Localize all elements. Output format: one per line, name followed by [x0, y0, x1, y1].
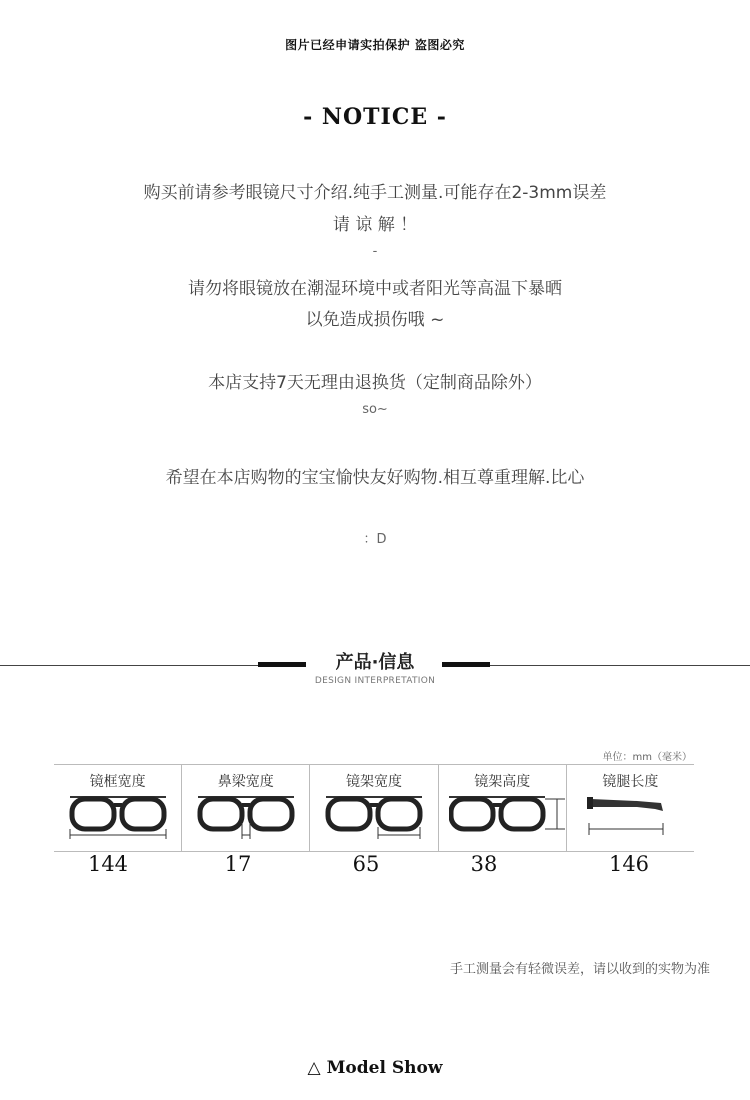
spec-frame-width — [54, 765, 182, 851]
notice-line: 请勿将眼镜放在潮湿环境中或者阳光等高温下暴晒 — [188, 279, 562, 299]
notice-line: 购买前请参考眼镜尺寸介绍.纯手工测量.可能存在2-3mm误差 — [143, 183, 607, 203]
measurement-note: 手工测量会有轻微误差，请以收到的实物为准 — [449, 962, 710, 977]
notice-title: - NOTICE - — [303, 104, 447, 130]
spec-value: 38 — [470, 852, 498, 876]
spec-temple-length — [567, 765, 694, 851]
spec-label: 鼻梁宽度 — [217, 774, 274, 790]
notice-line: - — [372, 244, 378, 259]
spec-table — [54, 764, 694, 852]
spec-label: 镜框宽度 — [89, 774, 146, 790]
section-subtitle: DESIGN INTERPRETATION — [314, 676, 436, 686]
unit-label: 单位：mm（毫米） — [602, 752, 692, 763]
spec-label: 镜腿长度 — [602, 774, 659, 790]
notice-line: 请 谅 解 ！ — [332, 215, 418, 235]
copyright-notice: 图片已经申请实拍保护 盗图必究 — [285, 38, 465, 52]
spec-value: 17 — [224, 852, 252, 876]
spec-value: 146 — [608, 852, 650, 876]
spec-bridge-width — [182, 765, 310, 851]
lens-width-glasses-icon — [320, 793, 428, 841]
divider-right — [450, 665, 750, 666]
spec-value: 65 — [352, 852, 380, 876]
lens-height-glasses-icon — [449, 793, 565, 841]
frame-width-glasses-icon — [64, 793, 172, 841]
bridge-width-glasses-icon — [192, 793, 300, 841]
spec-lens-height — [439, 765, 567, 851]
temple-length-icon — [577, 793, 677, 841]
spec-lens-width — [310, 765, 438, 851]
divider-left — [0, 665, 300, 666]
model-show-heading — [0, 1058, 750, 1078]
spec-value: 144 — [87, 852, 129, 876]
notice-line: 本店支持7天无理由退换货（定制商品除外） — [208, 373, 542, 393]
model-show-label: Model Show — [326, 1058, 443, 1078]
spec-label: 镜架高度 — [474, 774, 531, 790]
spec-label: 镜架宽度 — [346, 774, 402, 790]
section-title: 产品·信息 — [335, 652, 415, 673]
notice-line: ：D — [363, 532, 387, 547]
notice-line: 以免造成损伤哦 ~ — [305, 310, 445, 330]
triangle-outline-icon: △ — [307, 1058, 321, 1078]
divider-accent-left — [258, 662, 306, 667]
notice-line: so~ — [362, 402, 388, 417]
notice-line: 希望在本店购物的宝宝愉快友好购物.相互尊重理解.比心 — [165, 468, 585, 488]
